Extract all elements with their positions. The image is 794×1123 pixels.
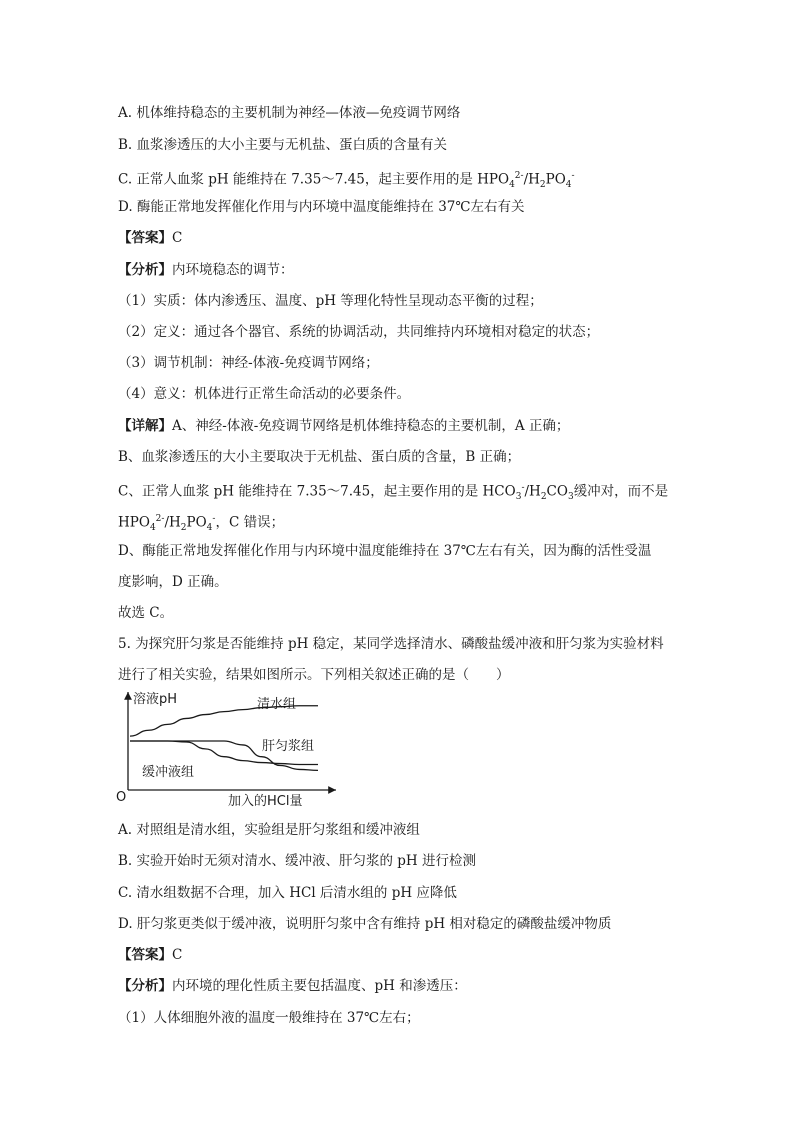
q4-detail-c2-text: HPO	[118, 514, 150, 531]
q4-detail-c2-sub2: 2	[180, 523, 187, 534]
q4-detail-c1-text: C、正常人血浆 pH 能维持在 7.35～7.45，起主要作用的是 HCO	[118, 483, 516, 500]
x-axis-label: 加入的HCl量	[228, 794, 303, 808]
q4-option-b: B. 血浆渗透压的大小主要与无机盐、蛋白质的含量有关	[118, 137, 448, 153]
q4-option-c-mid: /H	[523, 171, 540, 188]
q4-detail-c1-sup: -	[521, 483, 525, 493]
q5-analysis	[118, 977, 467, 995]
q4-detail-c2-sub3: 4	[206, 523, 213, 534]
q4-option-d: D. 酶能正常地发挥催化作用与内环境中温度能维持在 37℃左右有关	[118, 199, 525, 215]
q5-option-a: A. 对照组是清水组，实验组是肝匀浆组和缓冲液组	[118, 822, 420, 838]
origin-label: O	[116, 790, 127, 805]
q4-detail-c2-sub: 4	[149, 523, 156, 534]
q4-detail-c1-post: CO	[546, 483, 568, 500]
q4-option-c	[118, 167, 575, 194]
q4-option-c-text: C. 正常人血浆 pH 能维持在 7.35～7.45，起主要作用的是 HPO	[118, 171, 510, 188]
series-label-1: 清水组	[256, 697, 296, 712]
q4-analysis	[118, 261, 294, 279]
q5-stem-line2: 进行了相关实验，结果如图所示。下列相关叙述正确的是（ ）	[118, 667, 510, 683]
ph-chart	[112, 688, 342, 808]
q5-answer-value: C	[172, 947, 183, 963]
q4-analysis-point: （2）定义：通过各个器官、系统的协调活动，共同维持内环境相对稳定的状态；	[118, 324, 600, 340]
q4-conclusion: 故选 C。	[118, 605, 174, 621]
q5-answer-label: 【答案】	[118, 947, 172, 963]
q4-detail-c1-mid: /H	[524, 483, 541, 500]
q4-option-c-sub3: 4	[565, 180, 572, 191]
q5-answer	[118, 946, 182, 964]
q4-answer-label: 【答案】	[118, 230, 172, 246]
q5-option-c: C. 清水组数据不合理，加入 HCl 后清水组的 pH 应降低	[118, 885, 457, 901]
q4-analysis-label: 【分析】	[118, 262, 172, 278]
q4-detail-c2-sup3: -	[212, 514, 216, 524]
q4-option-a: A. 机体维持稳态的主要机制为神经—体液—免疫调节网络	[118, 105, 461, 121]
q4-detail-c2-end: ，C 错误；	[215, 514, 285, 531]
q4-detail-c1-sub: 3	[515, 492, 522, 503]
q4-option-c-sub2: 2	[539, 180, 546, 191]
series-label-3: 肝匀浆组	[262, 739, 315, 754]
q4-detail-d1: D、酶能正常地发挥催化作用与内环境中温度能维持在 37℃左右有关，因为酶的活性受温	[118, 543, 652, 559]
q5-analysis-label: 【分析】	[118, 978, 172, 994]
q4-option-c-sup3: -	[571, 171, 575, 181]
q5-option-d: D. 肝匀浆更类似于缓冲液，说明肝匀浆中含有维持 pH 相对稳定的磷酸盐缓冲物质	[118, 916, 612, 932]
q4-option-c-post: PO	[545, 171, 566, 188]
q5-option-b: B. 实验开始时无须对清水、缓冲液、肝匀浆的 pH 进行检测	[118, 853, 476, 869]
q4-detail-label: 【详解】	[118, 418, 172, 434]
q4-analysis-point: （3）调节机制：神经-体液-免疫调节网络；	[118, 355, 379, 371]
q4-detail-c2	[118, 510, 284, 537]
q4-option-c-sup1: 2-	[514, 171, 524, 181]
q4-detail-c2-post: PO	[186, 514, 207, 531]
q4-analysis-intro: 内环境稳态的调节：	[172, 262, 294, 278]
q4-detail-c1-end: 缓冲对，而不是	[573, 483, 669, 500]
series-label-2: 缓冲液组	[142, 765, 195, 780]
q4-detail-c1-sub2: 2	[540, 492, 547, 503]
q4-detail-d2: 度影响，D 正确。	[118, 574, 228, 590]
q4-detail-a-text: A、神经-体液-免疫调节网络是机体维持稳态的主要机制，A 正确；	[172, 418, 570, 434]
q4-analysis-point: （4）意义：机体进行正常生命活动的必要条件。	[118, 386, 411, 402]
q4-detail-c2-mid: /H	[164, 514, 181, 531]
q4-answer-value: C	[172, 230, 183, 246]
q5-analysis-point: （1）人体细胞外液的温度一般维持在 37℃左右；	[118, 1010, 420, 1026]
q4-detail-b: B、血浆渗透压的大小主要取决于无机盐、蛋白质的含量，B 正确；	[118, 449, 521, 465]
q5-analysis-intro: 内环境的理化性质主要包括温度、pH 和渗透压：	[172, 978, 467, 994]
y-axis-label: 溶液pH	[133, 692, 178, 707]
q4-analysis-point: （1）实质：体内渗透压、温度、pH 等理化特性呈现动态平衡的过程；	[118, 293, 543, 309]
q4-detail-c2-sup: 2-	[155, 514, 165, 524]
q4-detail-a	[118, 417, 569, 435]
q4-detail-c1-sub3: 3	[567, 492, 574, 503]
q4-answer	[118, 229, 182, 247]
q5-stem-line1: 5. 为探究肝匀浆是否能维持 pH 稳定，某同学选择清水、磷酸盐缓冲液和肝匀浆为实验材料	[118, 636, 664, 652]
q4-detail-c1	[118, 479, 668, 506]
q4-option-c-sub1: 4	[509, 180, 515, 191]
